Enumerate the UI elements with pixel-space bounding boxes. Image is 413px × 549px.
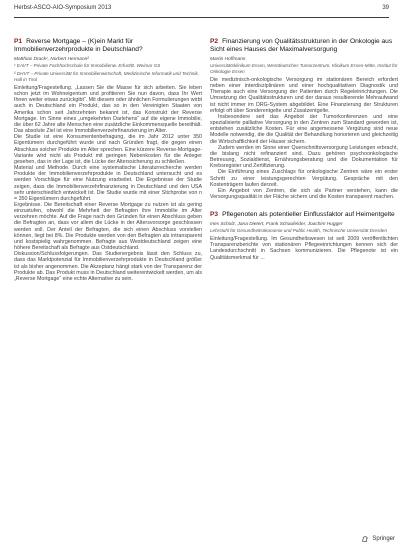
paragraph: Material und Methode. Durch eine systematische Literaturrecherche werden Produkte der Immobilienverzehrprodukte in Deutschland untersucht und es werden Vorschläge für eine Nutzung erarbeitet. Die Ergebnisse der Studie zeigen, dass die Immobilienverzehrfinanzierung in Deutschland und den USA sehr unterschiedlich entwickelt ist. Die Studie wurde mit einer Stichprobe von n = 350 Eigentümern durchgeführt. [14, 165, 202, 202]
article-authors: Matthias Drack¹, Norbert Hermann² [14, 57, 89, 62]
paragraph: Diskussion/Schlussfolgerungen. Das Studienergebnis lässt den Schluss zu, dass das Marktpotenzial für Immobilienverzehrprodukte in Deutschland größer ist als bisher angenommen. Die Akzeptanz hängt stark von der Transparenz der Produkte ab. Das Produkt muss in Deutschland weiterentwickelt werden, um als „Reverse Mortgage“ eine echte Alternative zu sein. [14, 251, 202, 282]
article-body [14, 85, 202, 282]
page-number: 39 [382, 5, 389, 11]
article-title [14, 38, 202, 54]
article-body [210, 77, 398, 200]
article-title-text: Pflegenoten als potentieller Einflussfaktor auf Heimentgelte [222, 211, 395, 219]
journal-name: Herbst-ASCO-AIO-Symposium 2013 [14, 5, 112, 11]
article-p1 [14, 38, 202, 282]
article-body [210, 236, 398, 261]
header-rule [14, 17, 389, 18]
article-title [210, 211, 398, 219]
paragraph: Insbesondere seit das Angebot der Tumorkonferenzen und eine spezialisierte palliative Versorgung in den Zentren zum Standard geworden ist, entstehen zusätzliche Kosten. Für eine angemessene Vergütung sind neue Modelle notwendig, die die Qualität der Behandlung honorieren und gleichzeitig die Wirtschaftlichkeit der Häuser sichern. [210, 113, 398, 145]
paragraph: Die medizinisch-onkologische Versorgung im stationären Bereich erfordert neben einer interdisziplinären und einer hochqualitativen Diagnostik und Therapie auch eine Versorgung der Patienten durch Regeleinrichtungen. Die Umsetzung der Qualitätsstrukturen und der daraus resultierende Mehraufwand ist nicht immer im DRG-System abgebildet. Eine Finanzierung der Strukturen erfolgt oft über Sonderentgelte und Zusatzentgelte. [210, 77, 398, 114]
article-affiliation: Universitätsklinikum Essen, Westdeutsches Tumorzentrum, Klinikum Essen-Mitte, Institut für Onkologie Essen [210, 63, 398, 74]
article-title [210, 38, 398, 54]
article-authors: Martin Hoffmann [210, 57, 246, 62]
paragraph: Einleitung/Fragestellung. „Lassen Sie die Masse für sich arbeiten. Sie leben schon jetzt im Wohneigentum und profitieren Sie nun davon, dass Ihr Wert Ihnen weiter etwas zurückgibt“. Mit diesem oder ähnlichen Formulierungen wirbt auch in Deutschland ein Produkt, das so in den Vereinigten Staaten von Amerika schon seit Jahrzehnten bekannt ist, das Konstrukt der Reverse Mortgage. Im Sinne eines „umgekehrten Darlehens“ auf die eigene Immobilie, die über 62 Jahre alte Menschen eine zusätzliche Einkommensquelle bereithält. Das absolute Ziel ist eine Immobilienverzehrfinanzierung im Alter. [14, 85, 202, 135]
abstract-code: P1 [14, 38, 23, 45]
paragraph: Ergebnisse. Die Bereitschaft einer Reverse Mortgage zu nutzen ist als gering einzustufen, obwohl die Mehrheit der Befragten ihre Immobilie im Alter verzehren möchte. Auf die Frage nach den Gründen für einen Abschluss geben die Befragten an, dass vor allem die Lücke in der Altersvorsorge geschlossen werden soll. Der Anteil der Befragten, die sich einen Abschluss vorstellen können, liegt bei 8%. Die Produkte werden von den Befragten als intransparent und kostspielig wahrgenommen. Befragte aus Westdeutschland zeigen eine höhere Bereitschaft als Befragte aus Ostdeutschland. [14, 201, 202, 252]
article-title-text: Reverse Mortgage – (K)ein Markt für Immobilienverzehrprodukte in Deutschland? [14, 38, 143, 53]
publisher-logo [361, 535, 395, 543]
springer-horse-icon [361, 535, 369, 543]
paragraph: Ein Angebot von Zentren, die sich als Partner verstehen, kann die Versorgungsqualität in der Fläche sichern und die Kosten transparent machen. [210, 187, 398, 200]
article-p3 [210, 211, 398, 261]
running-header [14, 5, 389, 15]
article-affiliation: ¹ EAVT – Private Fachhochschule für Immobilienw. Erfurt/B. Weimar GS [14, 63, 161, 68]
abstract-code: P3 [210, 211, 219, 219]
paragraph: Die Studie ist eine Konsumentenbefragung, die im Jahr 2012 unter 350 Eigentümern durchgeführt wurde und nach Gründen fragt, die gegen einen Abschluss solcher Produkte im Alter sprechen. Eine kürzere Reverse-Mortgage-Variante wird nicht als Produkt mit geringen Nebenkosten für die Anleger gesehen, das in der Lage ist, die Lücke der Alterssicherung zu schließen. [14, 134, 202, 165]
publisher-name: Springer [372, 536, 395, 542]
right-column [210, 38, 398, 265]
left-column [14, 38, 202, 286]
paragraph: Die Einführung eines Zuschlags für onkologische Zentren wäre ein erster Schritt zu einer leistungsgerechten Vergütung. Gespräche mit den Kostenträgern laufen derzeit. [210, 169, 398, 188]
article-p2 [210, 38, 398, 200]
abstract-code: P2 [210, 38, 219, 45]
article-affiliation: Lehrstuhl für Gesundheitsökonomie und Public Health, Technische Universität Dresden [210, 228, 388, 234]
article-affiliation: ² DHVT – Private Universität für Immobilienwirtschaft, Medizinische Informatik und Technik, Hall in Tirol [14, 71, 199, 82]
article-authors: Ines Scholz, Jana Dietert, Frank Schaufelder, Joachim Hugger [210, 222, 343, 228]
paragraph: Zudem werden im Sinne einer Querschnittsversorgung Leistungen erbracht, die bislang nicht refinanziert sind. Dazu gehören psychoonkologische Betreuung, Sozialdienst, Ernährungsberatung und die Dokumentation für Krebsregister und Zertifizierung. [210, 144, 398, 170]
paragraph: Einleitung/Fragestellung. Im Gesundheitswesen ist seit 2009 veröffentlichten Transparenzberichte von stationären Pflegeeinrichtungen kennen sich der Landesdurchschnitt in Sachsen kommunizieren. Die Pflegenote ist ein Qualitätsmerkmal für ... [210, 236, 398, 261]
article-title-text: Finanzierung von Qualitätsstrukturen in der Onkologie aus Sicht eines Hauses der Maximalversorgung [210, 38, 393, 53]
